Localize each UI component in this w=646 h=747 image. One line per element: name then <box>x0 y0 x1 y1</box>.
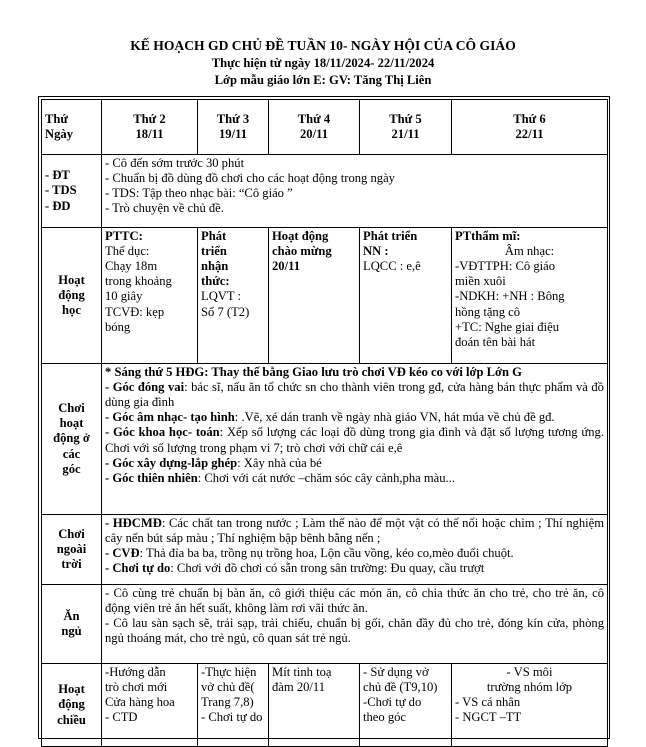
corner-item: - Góc âm nhạc- tạo hình: .Vẽ, xé dán tranh về ngày nhà giáo VN, hát múa về chủ đề gđ. <box>105 410 555 425</box>
outdoor-item: - Chơi tự do: Chơi với đồ chơi có sẵn trong sân trường: Đu quay, cầu trượt <box>105 561 485 576</box>
meal-content-cell: - Cô cùng trẻ chuẩn bị bàn ăn, cô giới thiệu các món ăn, cô chia thức ăn cho trẻ, cho trẻ ăn, cô động viên trẻ ăn hết suất, không làm rơi vãi thức ăn. - Cô lau sàn sạch sẽ, trải sạp, trải chiếu, chuẩn bị gối, chăn đầy đủ cho trẻ, đóng kín cửa, phòng ngủ thoáng mát, cho trẻ ngủ, cô quan sát trẻ ngủ. <box>102 585 608 664</box>
activity-wed-cell: Hoạt động chào mừng 20/11 <box>269 228 360 364</box>
row-label-corners: Chơi hoạt động ở các góc <box>42 364 102 515</box>
afternoon-mon-cell: -Hướng dẫn trò chơi mới Cửa hàng hoa - CTD <box>102 664 198 747</box>
afternoon-wed-cell: Mít tinh toạ đàm 20/11 <box>269 664 360 747</box>
outdoor-content-cell <box>102 515 608 585</box>
day-header-wed: Thứ 4 20/11 <box>269 100 360 155</box>
morning-content-cell: - Cô đến sớm trước 30 phút - Chuẩn bị đồ dùng đồ chơi cho các hoạt động trong ngày - TDS: Tập theo nhạc bài: “Cô giáo ” - Trò chuyện về chủ đề. <box>102 155 608 228</box>
day-header-tue: Thứ 3 19/11 <box>198 100 269 155</box>
activity-tue-cell: Phát triển nhận thức: LQVT : Số 7 (T2) <box>198 228 269 364</box>
day-header-thu: Thứ 5 21/11 <box>360 100 452 155</box>
day-header-fri: Thứ 6 22/11 <box>452 100 608 155</box>
corners-content-cell: * Sáng thứ 5 HĐG: Thay thế bằng Giao lưu trò chơi VĐ kéo co với lớp Lớn G - Góc đóng vai: bác sĩ, nấu ăn tổ chức sn cho thành viên trong gđ, cửa hàng bán thực phẩm và đồ dùng gia đình - Góc âm nhạc- tạo hình: .Vẽ, xé dán tranh về ngày nhà giáo VN, hát múa về chủ đề gđ. - Góc khoa học- toán: Xếp số lượng các loại đồ dùng trong gia đình và đặt số lượng tương ứng. Chơi với số lượng trong phạm vi 7; trò chơi với chữ cái e,ê - Góc xây dựng-lắp ghép: Xây nhà của bé - Góc thiên nhiên: Chơi với cát nước –chăm sóc cây cảnh,pha màu... <box>102 364 608 515</box>
table-row-outdoor <box>42 515 608 585</box>
activity-thu-cell: Phát triển NN : LQCC : e,ê <box>360 228 452 364</box>
corner-item: - Góc khoa học- toán: Xếp số lượng các loại đồ dùng trong gia đình và đặt số lượng tương ứng. Chơi với số lượng trong phạm vi 7; trò chơi với chữ cái e,ê <box>105 425 604 455</box>
corner-label-cell: Thứ Ngày <box>42 100 102 155</box>
table-row-morning <box>42 155 608 228</box>
table-row-activities <box>42 228 608 364</box>
afternoon-fri-cell: - VS môi trường nhóm lớp - VS cá nhân - NGCT –TT <box>452 664 608 747</box>
document-title: KẾ HOẠCH GD CHỦ ĐỀ TUẦN 10- NGÀY HỘI CỦA CÔ GIÁO <box>130 38 516 53</box>
afternoon-tue-cell: -Thực hiện vở chủ đề( Trang 7,8) - Chơi tự do <box>198 664 269 747</box>
document-class-line: Lớp mẫu giáo lớn E: GV: Tăng Thị Liên <box>214 73 432 87</box>
corner-item: - Góc xây dựng-lắp ghép: Xây nhà của bé <box>105 455 322 470</box>
weekly-plan-table <box>41 99 608 747</box>
row-label-morning: - ĐT - TDS - ĐD <box>42 155 102 228</box>
outdoor-item: - HĐCMĐ: Các chất tan trong nước ; Làm thế nào để một vật có thể nổi hoặc chìm ; Thí nghiệm cây nến bút sáp màu ; Thí nghiệm bập bênh bằng nến ; <box>105 516 604 546</box>
document-dates: Thực hiện từ ngày 18/11/2024- 22/11/2024 <box>211 56 435 70</box>
table-row-afternoon <box>42 664 608 747</box>
afternoon-thu-cell: - Sử dụng vở chủ đề (T9,10) -Chơi tự do theo góc <box>360 664 452 747</box>
table-row-meal <box>42 585 608 664</box>
table-row-corners <box>42 364 608 515</box>
row-label-meal: Ăn ngủ <box>42 585 102 664</box>
row-label-afternoon: Hoạt động chiều <box>42 664 102 747</box>
row-label-outdoor: Chơi ngoài trời <box>42 515 102 585</box>
row-label-activities: Hoạt động học <box>42 228 102 364</box>
outdoor-item: - CVĐ: Thả đỉa ba ba, trồng nụ trồng hoa, Lộn cầu vồng, kéo co,mèo đuổi chuột. <box>105 546 514 561</box>
corner-item: - Góc thiên nhiên: Chơi với cát nước –chăm sóc cây cảnh,pha màu... <box>105 470 455 485</box>
activity-fri-cell: PTthẩm mĩ: Âm nhạc: -VĐTTPH: Cô giáo miền xuôi -NDKH: +NH : Bông hồng tặng cô +TC: Nghe giai điệu đoán tên bài hát <box>452 228 608 364</box>
table-header-row <box>42 100 608 155</box>
corner-item: - Góc đóng vai: bác sĩ, nấu ăn tổ chức sn cho thành viên trong gđ, cửa hàng bán thực phẩm và đồ dùng gia đình <box>105 380 604 410</box>
day-header-mon: Thứ 2 18/11 <box>102 100 198 155</box>
activity-mon-cell: PTTC: Thể dục: Chạy 18m trong khoảng 10 giây TCVĐ: kẹp bóng <box>102 228 198 364</box>
